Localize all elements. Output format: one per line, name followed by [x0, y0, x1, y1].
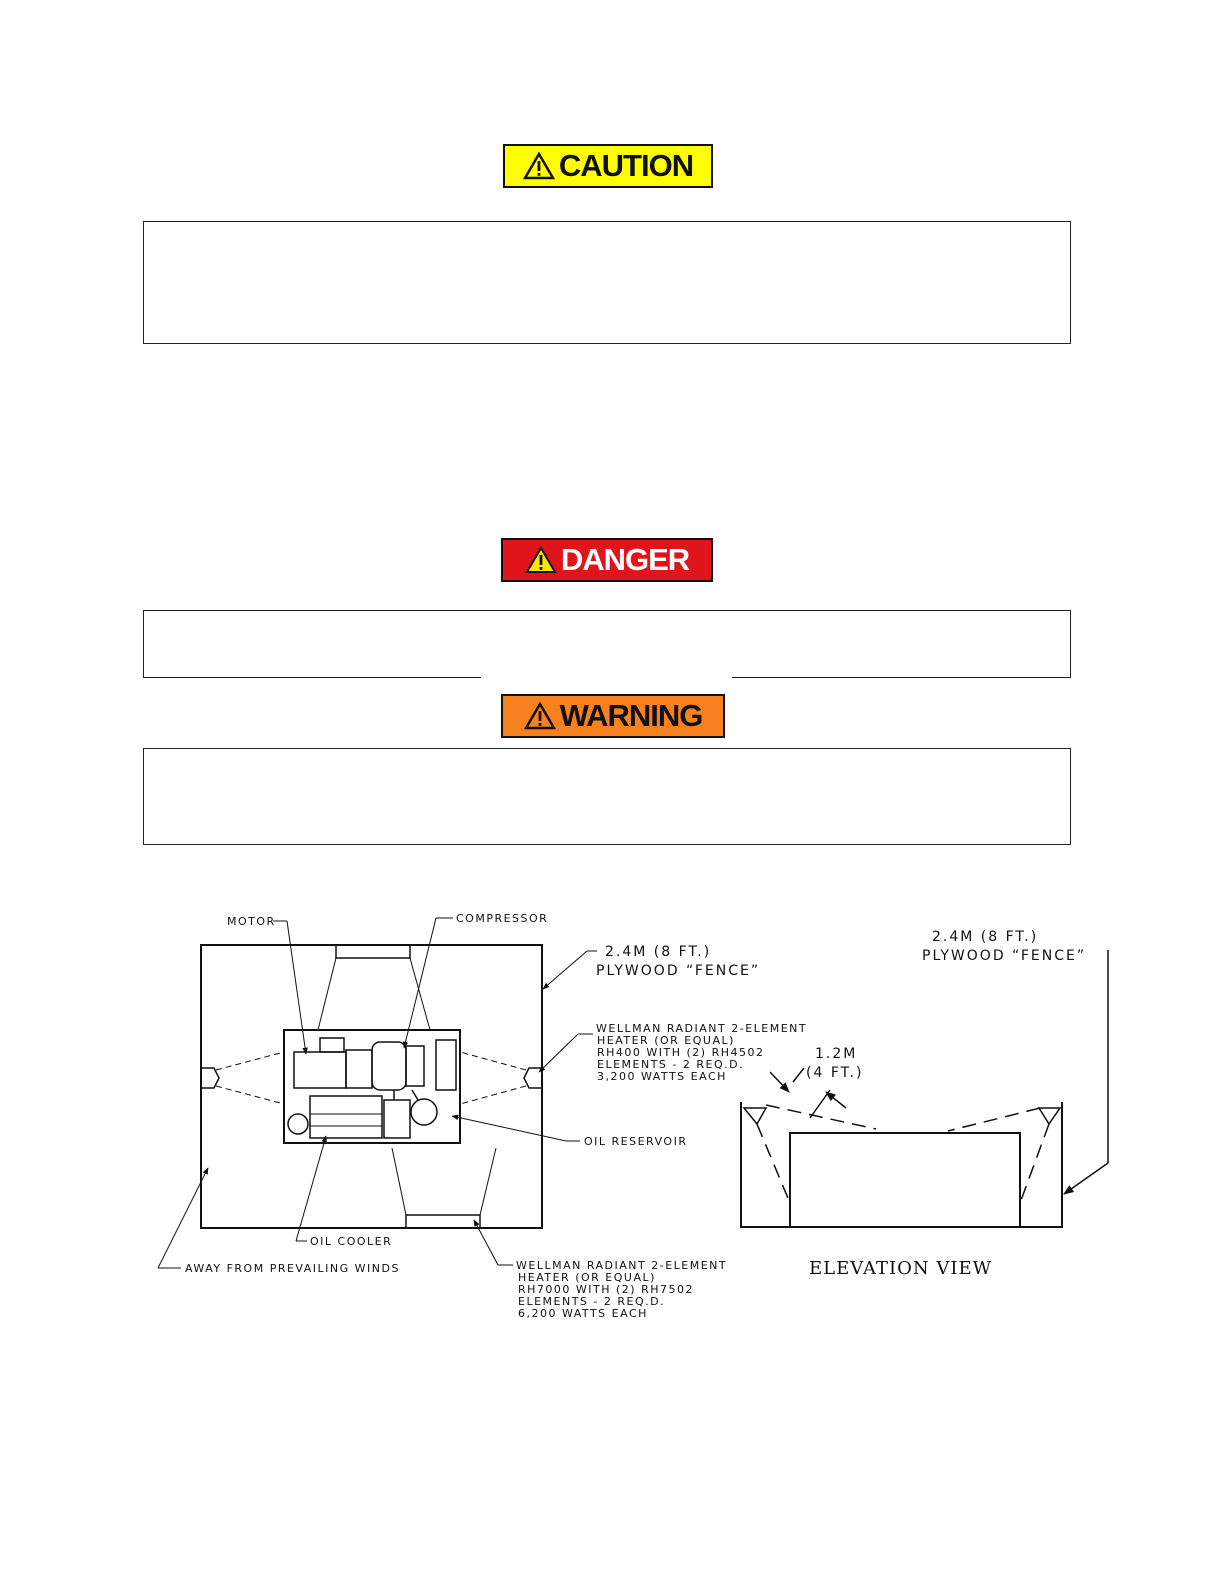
right-heater [524, 1068, 542, 1088]
away-winds-label: AWAY FROM PREVAILING WINDS [185, 1262, 400, 1275]
elevation-compressor [790, 1133, 1020, 1227]
compressor-label: COMPRESSOR [456, 912, 549, 925]
warning-label: WARNING [559, 698, 703, 733]
oil-reservoir-label: OIL RESERVOIR [584, 1135, 688, 1148]
elevation-right-heater [1039, 1108, 1060, 1124]
heater-small-line-2: HEATER (OR EQUAL) [597, 1034, 735, 1047]
motor-label: MOTOR [227, 915, 276, 928]
danger-label: DANGER [560, 542, 690, 577]
heater-large-line-3: RH7000 WITH (2) RH7502 [518, 1283, 694, 1296]
dimension-label-2: (4 FT.) [806, 1065, 864, 1081]
bottom-heater [406, 1215, 480, 1228]
heater-large-line-2: HEATER (OR EQUAL) [518, 1271, 656, 1284]
left-heater [201, 1068, 219, 1088]
caution-label: CAUTION [558, 148, 694, 183]
heater-small-line-3: RH400 WITH (2) RH4502 [597, 1046, 765, 1059]
heater-small-line-1: WELLMAN RADIANT 2-ELEMENT [596, 1022, 808, 1035]
heater-small-line-5: 3,200 WATTS EACH [597, 1070, 727, 1083]
dimension-label-1: 1.2M [815, 1046, 858, 1062]
heater-large-line-5: 6,200 WATTS EACH [518, 1307, 648, 1320]
elevation-fence-label-1: 2.4M (8 FT.) [932, 929, 1039, 945]
heater-small-line-4: ELEMENTS - 2 REQ.D. [597, 1058, 745, 1071]
elevation-view-title: ELEVATION VIEW [809, 1258, 993, 1279]
elevation-fence-label-2: PLYWOOD “FENCE” [922, 948, 1087, 964]
plan-fence-label-2: PLYWOOD “FENCE” [596, 963, 761, 979]
top-heater [336, 945, 410, 958]
oil-cooler-label: OIL COOLER [310, 1235, 393, 1248]
elevation-left-heater [744, 1108, 766, 1124]
heater-large-line-4: ELEMENTS - 2 REQ.D. [518, 1295, 666, 1308]
heater-large-line-1: WELLMAN RADIANT 2-ELEMENT [516, 1259, 728, 1272]
plan-fence-label-1: 2.4M (8 FT.) [605, 944, 712, 960]
